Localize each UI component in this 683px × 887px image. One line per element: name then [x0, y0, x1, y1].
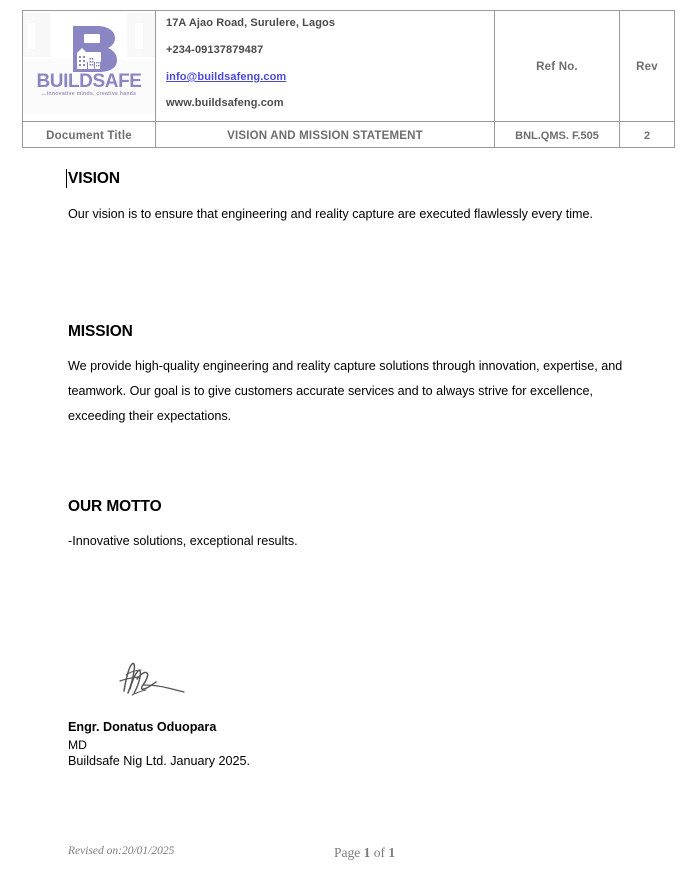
document-title-label: Document Title [46, 129, 132, 142]
signatory-name: Engr. Donatus Oduopara [68, 720, 217, 734]
document-title-value-cell [156, 122, 495, 148]
section-motto [68, 498, 628, 554]
logo-cell [23, 11, 156, 122]
signatory-company: Buildsafe Nig Ltd. January 2025. [68, 754, 251, 768]
rev-label: Rev [636, 61, 658, 73]
section-vision [68, 170, 628, 227]
footer-page-total: 1 [388, 845, 396, 860]
vision-heading-wrap [68, 170, 628, 188]
ref-no-value: BNL.QMS. F.505 [515, 129, 599, 142]
header-top-row [23, 11, 675, 122]
section-mission [68, 323, 628, 429]
footer-page-middle: of [373, 845, 385, 860]
buildsafe-b-icon [67, 25, 119, 73]
text-caret [66, 169, 67, 188]
footer-page-number [334, 845, 395, 861]
contact-cell [156, 11, 495, 122]
vision-heading: VISION [68, 170, 120, 187]
footer-page-prefix: Page [334, 845, 361, 860]
company-logo [23, 11, 155, 121]
document-footer [68, 845, 648, 867]
header-title-row [23, 122, 675, 148]
motto-body: -Innovative solutions, exceptional results. [68, 534, 298, 548]
rev-header-cell [620, 11, 675, 122]
ref-no-header-cell [495, 11, 620, 122]
rev-value: 2 [643, 129, 651, 142]
contact-email-line [166, 71, 494, 84]
footer-revised-date: Revised on:20/01/2025 [68, 845, 175, 857]
footer-page-current: 1 [363, 845, 371, 860]
document-header-table [22, 10, 675, 148]
logo-wordmark: BUILDSAFE [36, 71, 142, 92]
motto-heading: OUR MOTTO [68, 498, 162, 515]
ref-no-label: Ref No. [536, 61, 578, 73]
logo-main-group [33, 25, 145, 109]
rev-value-cell [620, 122, 675, 148]
contact-address: 17A Ajao Road, Surulere, Lagos [166, 17, 336, 29]
vision-body: Our vision is to ensure that engineering and reality capture are executed flawlessly every time. [68, 207, 594, 221]
contact-phone: +234-09137879487 [166, 44, 264, 56]
document-title-label-cell [23, 122, 156, 148]
contact-website: www.buildsafeng.com [166, 97, 284, 109]
signatory-role: MD [68, 738, 87, 752]
document-title-value: VISION AND MISSION STATEMENT [227, 129, 423, 142]
mission-body: We provide high-quality engineering and reality capture solutions through innovation, expertise, and teamwork. Our goal is to give customers accurate services and to always strive for excellence, exceeding their expectations. [68, 359, 623, 423]
signature-icon [110, 655, 200, 703]
contact-email-link[interactable]: info@buildsafeng.com [166, 71, 287, 83]
mission-heading: MISSION [68, 323, 133, 340]
ref-no-value-cell [495, 122, 620, 148]
logo-tagline: ...innovative minds, creative hands [41, 91, 137, 97]
